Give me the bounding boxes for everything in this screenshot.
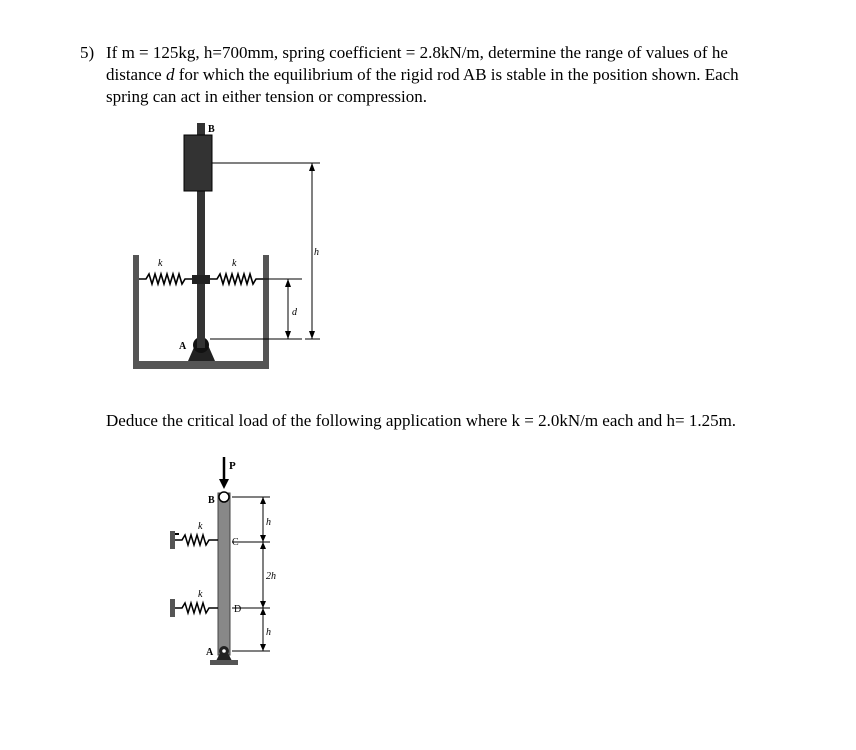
problem-line-3: spring can act in either tension or compression. [106,87,428,106]
dimension-d [285,279,291,339]
problem-line-2-end: for which the equilibrium of the rigid rod AB is stable in the position shown. Each [174,65,739,84]
label-P: P [229,460,236,472]
label-h: h [314,247,319,258]
label-h-bottom: h [266,627,271,638]
variable-d: d [165,65,175,84]
ground-pin [210,646,238,665]
mass-block [184,135,212,191]
load-arrow [219,457,229,489]
label-h-top: h [266,517,271,528]
label-A: A [179,341,187,352]
label-k-left: k [158,258,163,269]
deduce-statement: Deduce the critical load of the following application where k = 2.0kN/m each and h= 1.25m. [106,411,737,430]
label-B: B [208,124,215,135]
label-B2: B [208,495,215,506]
dimensions [232,497,270,651]
label-D: D [234,604,242,615]
label-d: d [292,307,297,318]
problem-line-2-start: distance [106,65,166,84]
label-C: C [232,537,239,548]
spring-top [170,531,218,549]
spring-collar [192,275,210,284]
figure-column-springs [160,455,290,675]
problem-number: 5) [80,43,95,62]
problem-text [106,42,796,108]
column-rod [218,493,230,655]
spring-bottom [170,599,218,617]
problem-line-2 [106,64,796,86]
problem-line-1: If m = 125kg, h=700mm, spring coefficient = 2.8kN/m, determine the range of values of he [106,43,728,62]
label-k-right: k [232,258,237,269]
label-k-bottom: k [198,589,203,600]
left-spring [139,274,192,284]
label-A2: A [206,647,214,658]
label-2h: 2h [266,571,276,582]
right-spring [210,274,263,284]
figure-rod-springs [120,115,330,380]
label-k-top: k [198,521,203,532]
